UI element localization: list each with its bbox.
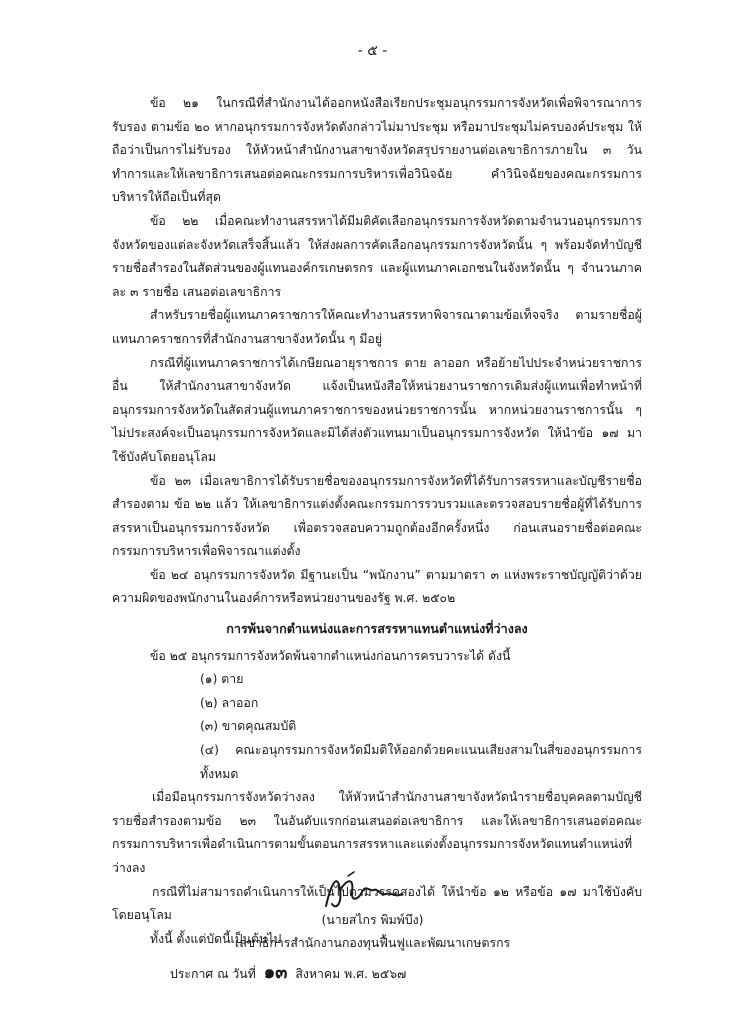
- clause-23: ข้อ ๒๓ เมื่อเลขาธิการได้รับรายชื่อของอนุกรรมการจังหวัดที่ได้รับการสรรหาและบัญชีรายชื่อสำรองตาม ข้อ ๒๒ แล้ว ให้เลขาธิการแต่งตั้งคณะกรรมการรวบรวมและตรวจสอบรายชื่อผู้ที่ได้รับการสรรหาเป็นอนุกรรมการจังหวัด เพื่อตรวจสอบความถูกต้องอีกครั้งหนึ่ง ก่อนเสนอรายชื่อต่อคณะกรรมการบริหารเพื่อพิจารณาแต่งตั้ง: [112, 473, 642, 559]
- clause-25-item: (๑) ตาย: [200, 672, 244, 687]
- page-number: - ๕ -: [357, 43, 388, 59]
- announcement-day: ๑๓: [263, 962, 288, 984]
- announcement-month-year: สิงหาคม พ.ศ. ๒๕๖๗: [295, 967, 407, 982]
- clause-25-item: (๒) ลาออก: [200, 695, 259, 710]
- clause-25-fallback: กรณีที่ไม่สามารถดำเนินการให้เป็นไปตามวรรคสองได้ ให้นำข้อ ๑๒ หรือข้อ ๑๗ มาใช้บังคับโดยอนุโลม: [112, 884, 642, 923]
- announcement-prefix: ประกาศ ณ วันที่: [170, 967, 256, 982]
- clause-24: ข้อ ๒๔ อนุกรรมการจังหวัด มีฐานะเป็น “พนักงาน” ตามมาตรา ๓ แห่งพระราชบัญญัติว่าด้วยความผิดของพนักงานในองค์การหรือหน่วยงานของรัฐ พ.ศ. ๒๕๐๒: [112, 567, 642, 606]
- clause-25-vacancy: เมื่อมีอนุกรรมการจังหวัดว่างลง ให้หัวหน้าสำนักงานสาขาจังหวัดนำรายชื่อบุคคลตามบัญชีรายชื่อสำรองตามข้อ ๒๓ ในอันดับแรกก่อนเสนอต่อเลขาธิการ และให้เลขาธิการเสนอต่อคณะกรรมการบริหารเพื่อดำเนินการตามขั้นตอนการสรรหาและแต่งตั้งอนุกรรมการจังหวัดแทนตำแหน่งที่ว่างลง: [112, 790, 642, 875]
- clause-22: ข้อ ๒๒ เมื่อคณะทำงานสรรหาได้มีมติคัดเลือกอนุกรรมการจังหวัดตามจำนวนอนุกรรมการจังหวัดของแต่ละจังหวัดเสร็จสิ้นแล้ว ให้ส่งผลการคัดเลือกอนุกรรมการจังหวัดนั้น ๆ พร้อมจัดทำบัญชีรายชื่อสำรองในสัดส่วนของผู้แทนองค์กรเกษตรกร และผู้แทนภาคเอกชนในจังหวัดนั้น ๆ จำนวนภาคละ ๓ รายชื่อ เสนอต่อเลขาธิการ: [112, 213, 642, 299]
- signatory-name: (นายสไกร พิมพ์บึง): [321, 913, 424, 927]
- clause-25-item: (๓) ขาดคุณสมบัติ: [200, 719, 297, 734]
- closing-statement: ทั้งนี้ ตั้งแต่บัดนี้เป็นต้นไป: [150, 931, 282, 946]
- clause-22-replacement: กรณีที่ผู้แทนภาคราชการได้เกษียณอายุราชการ ตาย ลาออก หรือย้ายไปประจำหน่วยราชการอื่น ให้สำนักงานสาขาจังหวัด แจ้งเป็นหนังสือให้หน่วยงานราชการเดิมส่งผู้แทนเพื่อทำหน้าที่อนุกรรมการจังหวัดในสัดส่วนผู้แทนภาคราชการของหน่วยราชการนั้น หากหน่วยงานราชการนั้น ๆ ไม่ประสงค์จะเป็นอนุกรรมการจังหวัดและมิได้ส่งตัวแทนมาเป็นอนุกรรมการจังหวัด ให้นำข้อ ๑๗ มาใช้บังคับโดยอนุโลม: [112, 355, 642, 464]
- clause-25: ข้อ ๒๕ อนุกรรมการจังหวัดพ้นจากตำแหน่งก่อนการครบวาระได้ ดังนี้: [150, 648, 511, 663]
- signatory-title: เลขาธิการสำนักงานกองทุนฟื้นฟูและพัฒนาเกษตรกร: [234, 936, 511, 950]
- clause-22-government-reps: สำหรับรายชื่อผู้แทนภาคราชการให้คณะทำงานสรรหาพิจารณาตามข้อเท็จจริง ตามรายชื่อผู้แทนภาคราชการที่สำนักงานสาขาจังหวัดนั้น ๆ มีอยู่: [112, 308, 642, 346]
- section-heading: การพ้นจากตำแหน่งและการสรรหาแทนตำแหน่งที่ว่างลง: [226, 621, 528, 637]
- clause-25-item: (๔) คณะอนุกรรมการจังหวัดมีมติให้ออกด้วยคะแนนเสียงสามในสี่ของอนุกรรมการทั้งหมด: [200, 743, 642, 781]
- announcement-date: [112, 961, 642, 987]
- document-body: [112, 92, 642, 987]
- handwritten-signature: [318, 870, 408, 914]
- clause-21: ข้อ ๒๑ ในกรณีที่สำนักงานได้ออกหนังสือเรียกประชุมอนุกรรมการจังหวัดเพื่อพิจารณาการรับรอง ตามข้อ ๒๐ หากอนุกรรมการจังหวัดดังกล่าวไม่มาประชุม หรือมาประชุมไม่ครบองค์ประชุม ให้ถือว่าเป็นการไม่รับรอง ให้หัวหน้าสำนักงานสาขาจังหวัดสรุปรายงานต่อเลขาธิการภายใน ๓ วันทำการและให้เลขาธิการเสนอต่อคณะกรรมการบริหารเพื่อวินิจฉัย คำวินิจฉัยของคณะกรรมการบริหารให้ถือเป็นที่สุด: [112, 96, 642, 205]
